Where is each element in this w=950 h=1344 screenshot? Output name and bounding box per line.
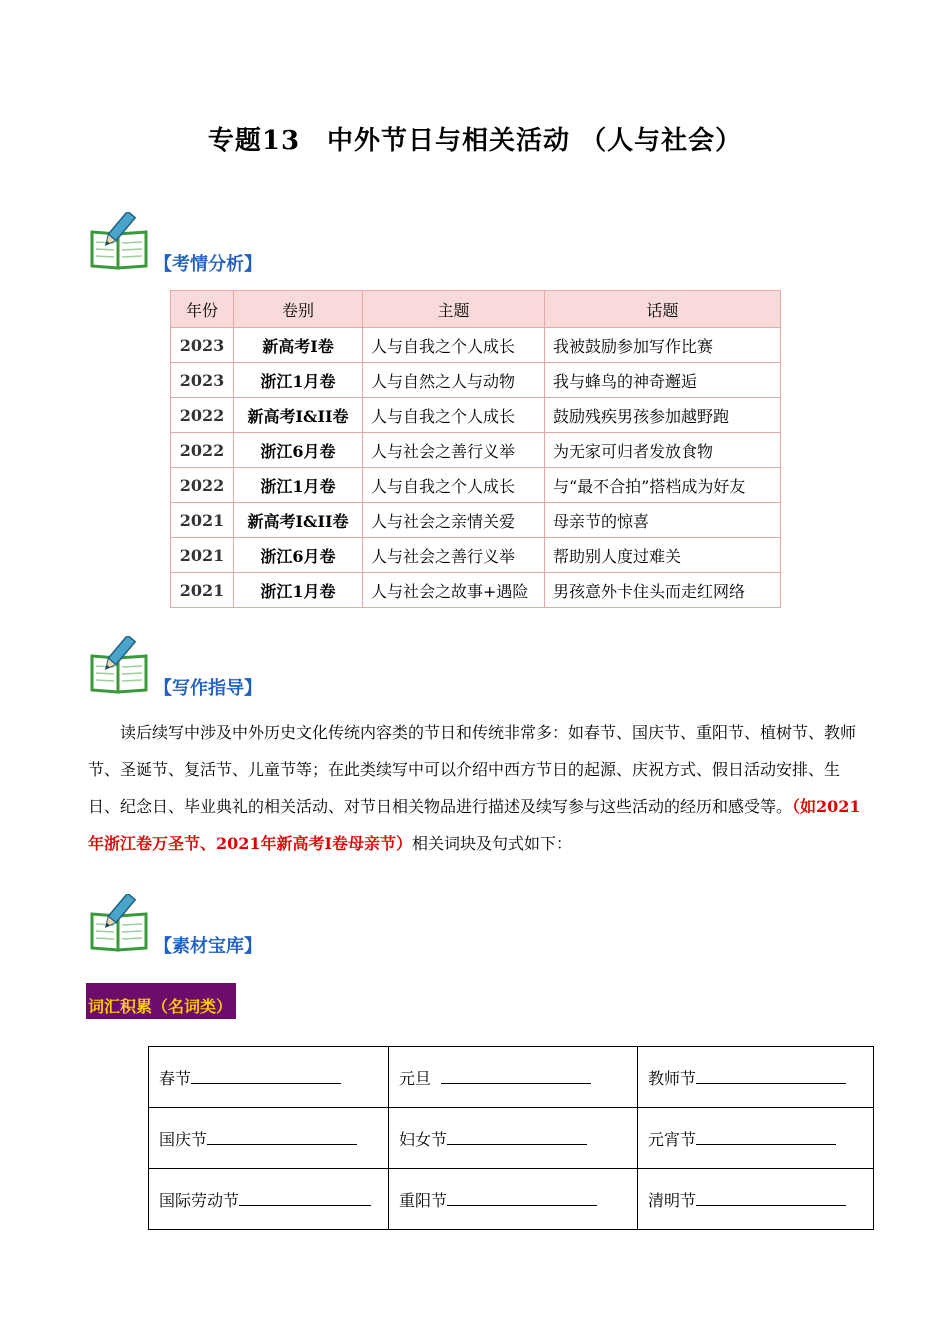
section-label-material: 【素材宝库】 [154, 936, 262, 957]
cell-year: 2021 [171, 573, 234, 608]
vocab-cell [638, 1047, 874, 1108]
vocab-cell [638, 1108, 874, 1169]
cell-theme: 人与自我之个人成长 [363, 398, 545, 433]
cell-year: 2021 [171, 538, 234, 573]
cell-paper: 浙江1月卷 [234, 468, 363, 503]
vocab-cell [149, 1047, 389, 1108]
vocab-term: 重阳节 [399, 1190, 448, 1210]
section-header-guide [88, 636, 488, 700]
vocab-tag: 词汇积累（名词类） [86, 983, 236, 1019]
cell-theme: 人与自我之个人成长 [363, 328, 545, 363]
table-row [171, 503, 781, 538]
cell-year: 2022 [171, 468, 234, 503]
vocab-cell [389, 1108, 638, 1169]
vocab-term: 国际劳动节 [159, 1190, 240, 1210]
book-pencil-icon [88, 636, 152, 696]
guide-text-tail: 相关词块及句式如下： [412, 834, 573, 853]
cell-theme: 人与社会之善行义举 [363, 538, 545, 573]
vocab-table [148, 1046, 874, 1230]
writing-guide-paragraph [88, 714, 866, 862]
book-pencil-icon [88, 212, 152, 272]
cell-paper: 浙江6月卷 [234, 433, 363, 468]
section-label-analysis: 【考情分析】 [154, 254, 262, 275]
cell-topic: 与“最不合拍”搭档成为好友 [545, 468, 781, 503]
cell-topic: 母亲节的惊喜 [545, 503, 781, 538]
cell-theme: 人与自然之人与动物 [363, 363, 545, 398]
answer-blank[interactable] [207, 1128, 357, 1145]
cell-topic: 帮助别人度过难关 [545, 538, 781, 573]
cell-paper: 浙江1月卷 [234, 363, 363, 398]
cell-paper: 新高考I卷 [234, 328, 363, 363]
vocab-term: 春节 [159, 1068, 192, 1088]
table-row [171, 363, 781, 398]
answer-blank[interactable] [447, 1189, 597, 1206]
cell-theme: 人与社会之善行义举 [363, 433, 545, 468]
section-header-material [88, 894, 488, 958]
vocab-cell [389, 1047, 638, 1108]
cell-topic: 我与蜂鸟的神奇邂逅 [545, 363, 781, 398]
cell-paper: 浙江6月卷 [234, 538, 363, 573]
vocab-cell [389, 1169, 638, 1230]
table-row [149, 1047, 874, 1108]
table-row [149, 1108, 874, 1169]
table-row [149, 1169, 874, 1230]
column-header-paper: 卷别 [234, 291, 363, 328]
cell-theme: 人与社会之故事+遇险 [363, 573, 545, 608]
vocab-term: 元宵节 [648, 1129, 697, 1149]
answer-blank[interactable] [441, 1067, 591, 1084]
answer-blank[interactable] [696, 1128, 836, 1145]
table-row [171, 398, 781, 433]
cell-year: 2022 [171, 398, 234, 433]
answer-blank[interactable] [191, 1067, 341, 1084]
section-label-guide: 【写作指导】 [154, 678, 262, 699]
cell-year: 2022 [171, 433, 234, 468]
vocab-term: 妇女节 [399, 1129, 448, 1149]
page-title: 专题13 中外节日与相关活动 （人与社会） [207, 126, 743, 156]
cell-paper: 新高考I&II卷 [234, 398, 363, 433]
answer-blank[interactable] [447, 1128, 587, 1145]
guide-text-highlight: （如2021年浙江卷万圣节、2021年新高考I卷母亲节） [88, 797, 861, 853]
guide-text-main: 读后续写中涉及中外历史文化传统内容类的节日和传统非常多：如春节、国庆节、重阳节、植树节、教师节、圣诞节、复活节、儿童节等；在此类续写中可以介绍中西方节日的起源、庆祝方式、假日活动安排、生日、纪念日、毕业典礼的相关活动、对节日相关物品进行描述及续写参与这些活动的经历和感受等。 [88, 723, 857, 816]
vocab-term: 教师节 [648, 1068, 697, 1088]
cell-year: 2021 [171, 503, 234, 538]
vocab-term: 国庆节 [159, 1129, 208, 1149]
answer-blank[interactable] [239, 1189, 371, 1206]
column-header-theme: 主题 [363, 291, 545, 328]
analysis-table-header-row [171, 291, 781, 328]
vocab-cell [149, 1169, 389, 1230]
vocab-term: 清明节 [648, 1190, 697, 1210]
table-row [171, 573, 781, 608]
analysis-table [170, 290, 781, 608]
table-row [171, 538, 781, 573]
column-header-year: 年份 [171, 291, 234, 328]
cell-paper: 新高考I&II卷 [234, 503, 363, 538]
vocab-cell [638, 1169, 874, 1230]
cell-topic: 男孩意外卡住头而走红网络 [545, 573, 781, 608]
answer-blank[interactable] [696, 1189, 846, 1206]
cell-paper: 浙江1月卷 [234, 573, 363, 608]
column-header-topic: 话题 [545, 291, 781, 328]
table-row [171, 468, 781, 503]
table-row [171, 433, 781, 468]
cell-topic: 我被鼓励参加写作比赛 [545, 328, 781, 363]
cell-topic: 鼓励残疾男孩参加越野跑 [545, 398, 781, 433]
vocab-term: 元旦 [399, 1068, 432, 1088]
cell-theme: 人与自我之个人成长 [363, 468, 545, 503]
cell-year: 2023 [171, 363, 234, 398]
book-pencil-icon [88, 894, 152, 954]
cell-theme: 人与社会之亲情关爱 [363, 503, 545, 538]
answer-blank[interactable] [696, 1067, 846, 1084]
table-row [171, 328, 781, 363]
vocab-cell [149, 1108, 389, 1169]
section-header-analysis [88, 212, 488, 276]
cell-topic: 为无家可归者发放食物 [545, 433, 781, 468]
cell-year: 2023 [171, 328, 234, 363]
